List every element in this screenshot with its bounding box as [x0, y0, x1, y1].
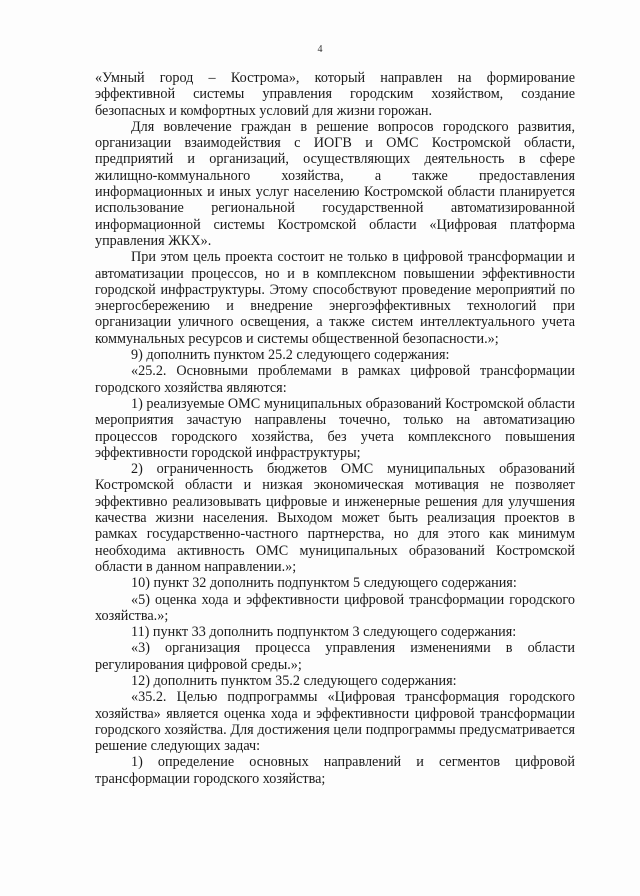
paragraph: «5) оценка хода и эффективности цифровой трансформации городского хозяйства.»; [95, 591, 575, 624]
document-body [95, 70, 575, 787]
paragraph: «3) организация процесса управления изменениями в области регулирования цифровой среды.»; [95, 640, 575, 673]
paragraph: «Умный город – Кострома», который направлен на формирование эффективной системы управления городским хозяйством, создание безопасных и комфортных условий для жизни горожан. [95, 70, 575, 119]
page-number: 4 [317, 44, 323, 55]
paragraph: 1) определение основных направлений и сегментов цифровой трансформации городского хозяйства; [95, 754, 575, 787]
paragraph: «35.2. Целью подпрограммы «Цифровая трансформация городского хозяйства» является оценка хода и эффективности цифровой трансформации городского хозяйства. Для достижения цели подпрограммы предусматривается решение следующих задач: [95, 689, 575, 755]
paragraph: 2) ограниченность бюджетов ОМС муниципальных образований Костромской области и низкая экономическая мотивация не позволяет эффективно реализовывать цифровые и инженерные решения для улучшения качества жизни населения. Выходом может быть реализация проектов в рамках государственно-частного партнерства, но для этого как минимум необходима активность ОМС муниципальных образований Костромской области в данном направлении.»; [95, 461, 575, 575]
paragraph: 10) пункт 32 дополнить подпунктом 5 следующего содержания: [131, 575, 517, 592]
paragraph: «25.2. Основными проблемами в рамках цифровой трансформации городского хозяйства являются: [95, 363, 575, 396]
paragraph: 9) дополнить пунктом 25.2 следующего содержания: [131, 347, 450, 364]
paragraph: 11) пункт 33 дополнить подпунктом 3 следующего содержания: [131, 624, 517, 641]
paragraph: Для вовлечение граждан в решение вопросов городского развития, организации взаимодействия с ИОГВ и ОМС Костромской области, предприятий и организаций, осуществляющих деятельность в сфере жилищно-коммунального хозяйства, а также предоставления информационных и иных услуг населению Костромской области планируется использование региональной государственной автоматизированной информационной системы Костромской области «Цифровая платформа управления ЖКХ». [95, 118, 575, 249]
paragraph: 12) дополнить пунктом 35.2 следующего содержания: [131, 672, 457, 689]
paragraph: 1) реализуемые ОМС муниципальных образований Костромской области мероприятия зачастую направлены точечно, только на автоматизацию процессов городского хозяйства, без учета комплексного повышения эффективности городской инфраструктуры; [95, 395, 575, 461]
paragraph: При этом цель проекта состоит не только в цифровой трансформации и автоматизации процессов, но и в комплексном повышении эффективности городской инфраструктуры. Этому способствуют проведение мероприятий по энергосбережению и внедрение энергоэффективных технологий при организации уличного освещения, а также систем интеллектуального учета коммунальных ресурсов и системы общественной безопасности.»; [95, 249, 575, 347]
